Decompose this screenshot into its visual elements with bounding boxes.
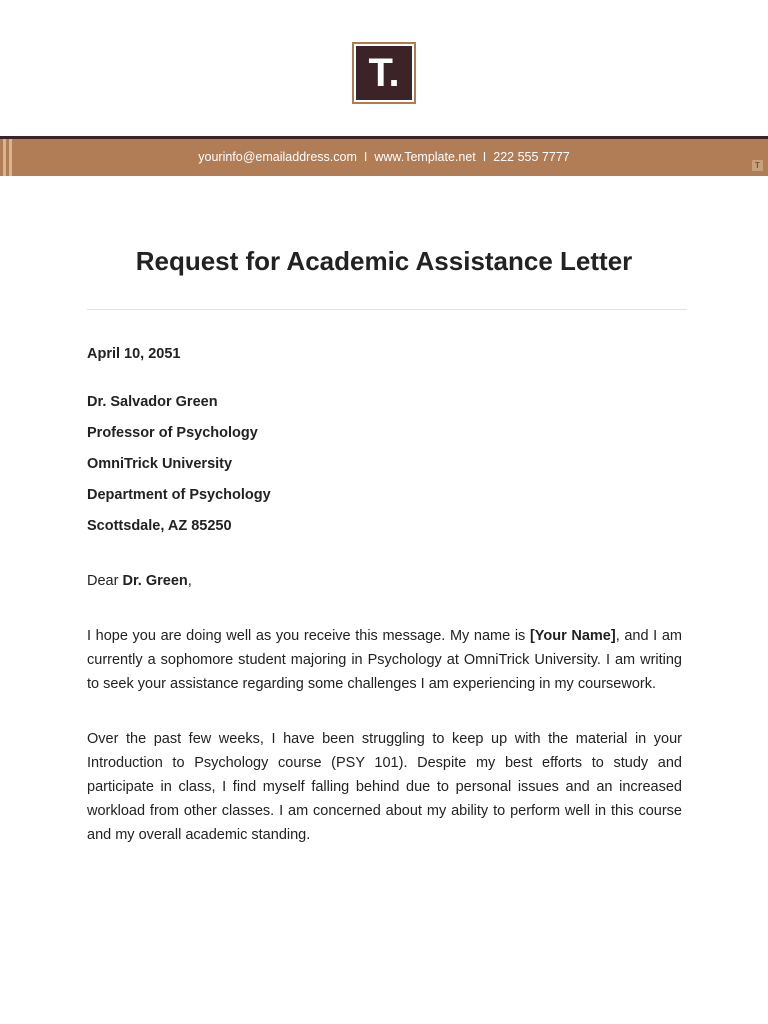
salutation-prefix: Dear xyxy=(87,573,123,589)
title-divider xyxy=(87,309,687,310)
salutation-name: Dr. Green xyxy=(122,573,188,589)
recipient-university: OmniTrick University xyxy=(87,456,233,472)
logo xyxy=(352,42,416,104)
letter-title: Request for Academic Assistance Letter xyxy=(135,246,633,276)
letter-body xyxy=(87,343,682,878)
logo-letter: T. xyxy=(356,46,412,100)
letter-date: April 10, 2051 xyxy=(87,346,181,362)
contact-separator: I xyxy=(482,150,487,164)
contact-email: yourinfo@emailaddress.com xyxy=(198,150,357,164)
contact-info xyxy=(0,139,768,176)
paragraph-intro xyxy=(87,624,682,696)
paragraph-intro-end: , and I am currently a sophomore student majoring in Psychology at OmniTrick University. I am writing to seek your assistance regarding some challenges I am experiencing in my coursework. xyxy=(87,628,682,692)
your-name-placeholder: [Your Name] xyxy=(529,628,616,644)
recipient-address xyxy=(87,387,682,542)
template-badge-icon: T xyxy=(752,160,763,171)
recipient-position: Professor of Psychology xyxy=(87,425,258,441)
recipient-city: Scottsdale, AZ 85250 xyxy=(87,518,232,534)
paragraph-intro-start: I hope you are doing well as you receive this message. My name is xyxy=(87,628,530,644)
contact-website: www.Template.net xyxy=(374,150,476,164)
salutation xyxy=(87,569,682,593)
paragraph-struggles: Over the past few weeks, I have been struggling to keep up with the material in your Introduction to Psychology course (PSY 101). Despite my best efforts to study and participate in class, I find myself falling behind due to personal issues and an increased workload from other classes. I am concerned about my ability to perform well in this course and my overall academic standing. xyxy=(87,731,682,843)
recipient-department: Department of Psychology xyxy=(87,487,271,503)
contact-separator: I xyxy=(363,150,368,164)
recipient-name: Dr. Salvador Green xyxy=(87,394,218,410)
contact-band xyxy=(0,136,768,176)
salutation-suffix: , xyxy=(187,573,192,589)
contact-phone: 222 555 7777 xyxy=(493,150,570,164)
